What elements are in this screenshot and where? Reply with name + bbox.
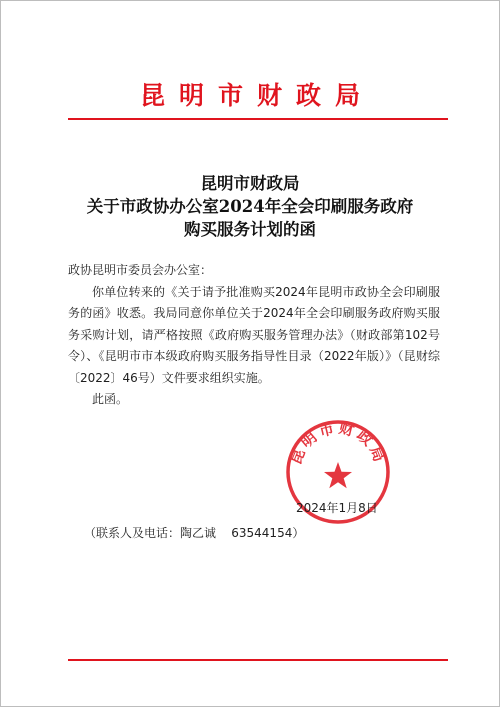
footer-red-rule (68, 659, 448, 661)
letterhead-red-rule (68, 118, 448, 120)
seal-lettering: 昆明市财政局 (286, 418, 390, 468)
body-paragraph: 你单位转来的《关于请予批准购买2024年昆明市政协全会印刷服务的函》收悉。我局同意你单位关于2024年全会印刷服务政府购买服务采购计划，请严格按照《政府购买服务管理办法》（财政部第102号令）、《昆明市市本级政府购买服务指导性目录（2022年版）》（昆财综〔2022〕46号）文件要求组织实施。 (68, 284, 440, 385)
letter-body (68, 260, 440, 411)
contact-info: （联系人及电话：陶乙诚 63544154） (84, 526, 305, 540)
title-issuer: 昆明市财政局 (200, 174, 300, 193)
title-subject-line2: 购买服务计划的函 (184, 220, 316, 239)
document-title (40, 172, 460, 241)
recipient-line: 政协昆明市委员会办公室： (68, 263, 213, 277)
letterhead-title: 昆明市财政局 (139, 81, 374, 110)
seal-star-icon (324, 462, 352, 488)
closing-line: 此函。 (92, 392, 129, 406)
title-subject-line1: 关于市政协办公室2024年全会印刷服务政府 (86, 197, 414, 216)
letter-date: 2024年1月8日 (296, 501, 378, 515)
